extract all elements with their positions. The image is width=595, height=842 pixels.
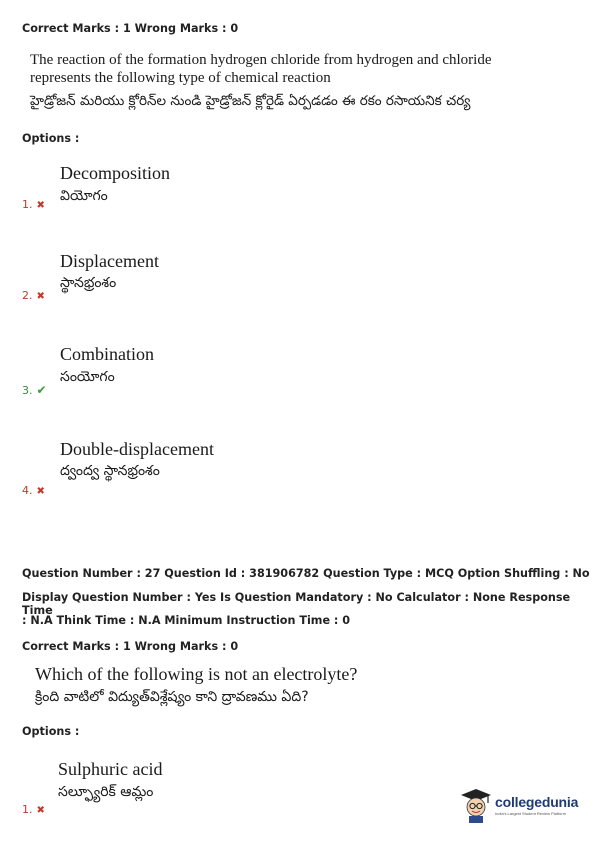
q26-question-te: హైడ్రోజన్ మరియు క్లోరిన్‌ల నుండి హైడ్రోజన్ క్లోరైడ్ ఏర్పడడం ఈ రకం రసాయనిక చర్య xyxy=(30,93,471,109)
q26-question-en-line2: represents the following type of chemical reaction xyxy=(30,70,331,86)
logo-name: collegedunia xyxy=(495,794,579,810)
collegedunia-logo xyxy=(460,787,578,823)
q26-option-1-number: 1. ✖ xyxy=(22,198,45,211)
q26-option-3-number: 3. ✔ xyxy=(22,383,47,397)
q26-option-3-te: సంయోగం xyxy=(60,369,115,385)
q27-option-1-en: Sulphuric acid xyxy=(58,759,163,779)
q27-meta-line3: : N.A Think Time : N.A Minimum Instruction Time : 0 xyxy=(22,614,351,627)
q26-marks: Correct Marks : 1 Wrong Marks : 0 xyxy=(22,22,239,35)
q27-option-1-te: సల్ఫ్యూరిక్ ఆమ్లం xyxy=(58,784,154,800)
q27-question-en: Which of the following is not an electrolyte? xyxy=(35,664,358,684)
check-mark-icon: ✔ xyxy=(36,383,47,397)
wrong-mark-icon: ✖ xyxy=(36,805,45,816)
wrong-mark-icon: ✖ xyxy=(36,486,45,497)
q27-question-te: క్రింది వాటిలో విద్యుత్‌విశ్లేష్యం కాని ద్రావణము ఏది? xyxy=(35,689,309,705)
q26-question-en-line1: The reaction of the formation hydrogen chloride from hydrogen and chloride xyxy=(30,52,492,68)
logo-tagline: India's Largest Student Review Platform xyxy=(495,811,567,816)
q27-meta-line2: Display Question Number : Yes Is Question Mandatory : No Calculator : None Response Time xyxy=(22,591,571,617)
q27-meta-line1: Question Number : 27 Question Id : 381906782 Question Type : MCQ Option Shuffling : No xyxy=(22,567,590,580)
q26-option-2-en: Displacement xyxy=(60,251,159,271)
q26-option-1-te: వియోగం xyxy=(60,188,108,204)
q26-option-2-te: స్థానభ్రంశం xyxy=(60,275,117,291)
wrong-mark-icon: ✖ xyxy=(36,200,45,211)
q27-marks: Correct Marks : 1 Wrong Marks : 0 xyxy=(22,640,239,653)
wrong-mark-icon: ✖ xyxy=(36,291,45,302)
q27-options-label: Options : xyxy=(22,725,80,738)
q27-option-1-number: 1. ✖ xyxy=(22,803,45,816)
q26-option-4-te: ద్వంద్వ స్థానభ్రంశం xyxy=(60,463,160,479)
q26-option-4-number: 4. ✖ xyxy=(22,484,45,497)
q26-option-1-en: Decomposition xyxy=(60,163,170,183)
q26-option-4-en: Double-displacement xyxy=(60,439,214,459)
q26-options-label: Options : xyxy=(22,132,80,145)
student-mascot-icon xyxy=(460,787,492,823)
q26-option-3-en: Combination xyxy=(60,344,154,364)
q26-option-2-number: 2. ✖ xyxy=(22,289,45,302)
